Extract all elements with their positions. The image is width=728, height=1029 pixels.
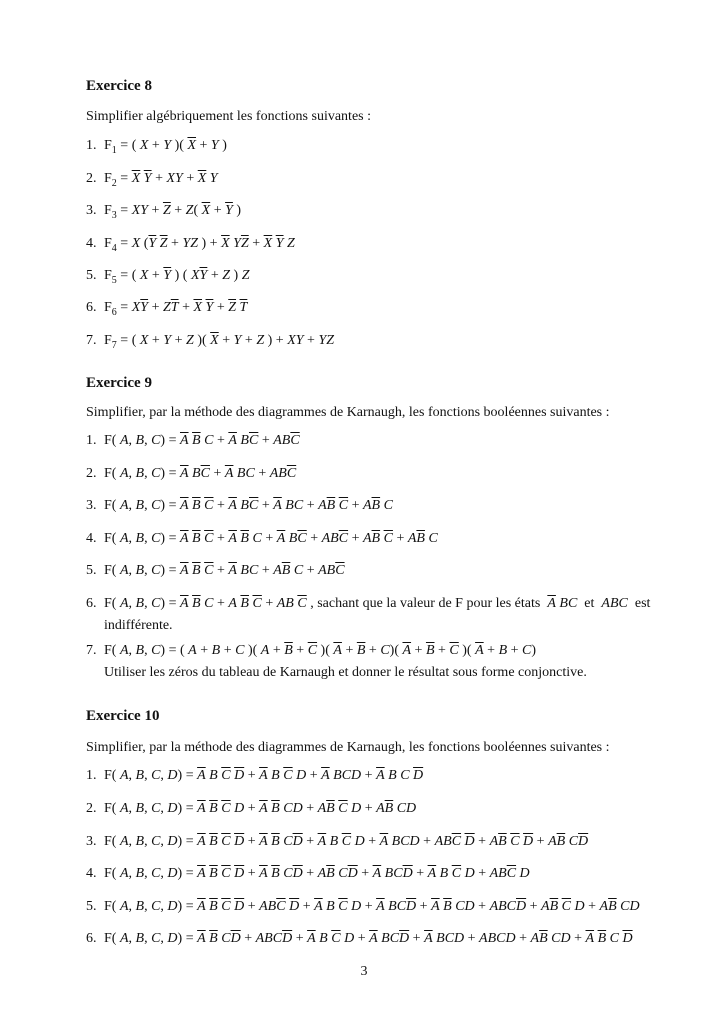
formula: F( A, B, C, $D) = \overline{A}$ $\overline{B}$ $\overline{C}$ $\overline{D} + AB\overline{C}$ $\overline{D} + \overline{A}$ B $\overline{C}$ $D + \overline{A}$ $BC\overline{D} + \overline{A}$ $\overline{B}$ CD + $ABC\overline{D} + A\overline{B}$ $\overline{C}$ $D + A\overline{B}$ CD (104, 899, 640, 914)
item-number: 2. (86, 801, 97, 816)
item-number: 1. (86, 138, 97, 153)
page-number: 3 (360, 964, 368, 979)
exercise-9-title: Exercice 9 (86, 375, 152, 391)
exercise-9-intro: Simplifier, par la méthode des diagrammes de Karnaugh, les fonctions booléennes suivantes : (86, 405, 610, 420)
item-number: 5. (86, 268, 97, 283)
formula: $F_4 = X$ ($\overline{Y}$ $\overline{Z}$ + YZ ) + $\overline{X}$ $Y\overline{Z} + \overline{X}$ $\overline{Y}$ Z (104, 236, 295, 254)
formula: $F_3$ = XY + $\overline{Z} + Z$( $\overline{X} + \overline{Y}$ ) (104, 203, 242, 221)
formula: F( A, B, C, $D) = \overline{A}$ $\overline{B}$ $\overline{C}$ $\overline{D} + \overline{A}$ $\overline{B}$ $C\overline{D} + \overline{A}$ B $\overline{C}$ $D + \overline{A}$ BCD + $AB\overline{C}$ $\overline{D} + A\overline{B}$ $\overline{C}$ $\overline{D} + A\overline{B}$ $C\overline{D}$ (104, 834, 589, 849)
formula: $F_7$ = ( X + Y + Z )( $\overline{X} + Y + Z$ ) + XY + YZ (104, 333, 335, 351)
item-number: 1. (86, 768, 97, 783)
exercise-9-item-4 (86, 531, 438, 547)
formula: F( A, B, C, $D) = \overline{A}$ $\overline{B}$ $C\overline{D} + ABC\overline{D} + \overline{A}$ B $\overline{C}$ $D + \overline{A}$ $BC\overline{D} + \overline{A}$ BCD + ABCD + $A\overline{B}$ CD + $\overline{A}$ $\overline{B}$ C $\overline{D}$ (104, 931, 633, 946)
exercise-8-item-2 (86, 171, 218, 189)
item-number: 7. (86, 643, 97, 658)
item-number: 3. (86, 498, 97, 513)
formula: F( A, B, $C) = \overline{A}$ $B\overline{C} + \overline{A}$ BC + $AB\overline{C}$ (104, 466, 297, 481)
item-number: 5. (86, 899, 97, 914)
exercise-8-item-6 (86, 300, 247, 318)
exercise-8-title: Exercice 8 (86, 78, 152, 94)
item-number: 3. (86, 203, 97, 218)
exercise-8-item-1 (86, 138, 227, 156)
exercise-10-intro: Simplifier, par la méthode des diagrammes de Karnaugh, les fonctions booléennes suivantes : (86, 740, 610, 755)
exercise-10-item-2 (86, 801, 416, 817)
exercise-8-item-5 (86, 268, 249, 286)
exercise-9-item-7 (86, 643, 536, 659)
item-number: 6. (86, 596, 97, 611)
formula: $F_2 = \overline{X}$ $\overline{Y}$ + XY + $\overline{X}$ Y (104, 171, 218, 189)
formula: F( A, B, C) = ( A + B + C )( $A + \overline{B} + \overline{C}$ )( $\overline{A} + \overline{B} + C$)( $\overline{A} + \overline{B} + \overline{C}$ )( $\overline{A} + B + C$) (104, 643, 537, 658)
item-number: 4. (86, 236, 97, 251)
exercise-9-item-3 (86, 498, 393, 514)
item-number: 4. (86, 531, 97, 546)
exercise-9-item-2 (86, 466, 296, 482)
item-number: 6. (86, 300, 97, 315)
exercise-9-item-1 (86, 433, 300, 449)
exercise-10-item-1 (86, 768, 423, 784)
item-number: 4. (86, 866, 97, 881)
item-number: 2. (86, 466, 97, 481)
item-number: 7. (86, 333, 97, 348)
item-number: 5. (86, 563, 97, 578)
formula: F( A, B, C, $D) = \overline{A}$ $\overline{B}$ $\overline{C}$ $D + \overline{A}$ $\overline{B}$ CD + $A\overline{B}$ $\overline{C}$ $D + A\overline{B}$ CD (104, 801, 417, 816)
exercise-10-item-4 (86, 866, 530, 882)
item-number: 1. (86, 433, 97, 448)
exercise-8-item-7 (86, 333, 334, 351)
item-number: 3. (86, 834, 97, 849)
formula: $F_6 = X\overline{Y} + Z\overline{T} + \overline{X}$ $\overline{Y} + \overline{Z}$ $\overline{T}$ (104, 300, 248, 318)
exercise-10-item-5 (86, 899, 640, 915)
exercise-9-item-7-instruction: Utiliser les zéros du tableau de Karnaugh et donner le résultat sous forme conjonctive. (104, 665, 587, 680)
formula: F( A, B, $C) = \overline{A}$ $\overline{B}$ $\overline{C} + \overline{A}$ BC + $A\overline{B}$ $C + AB\overline{C}$ (104, 563, 345, 578)
exercise-8-intro: Simplifier algébriquement les fonctions suivantes : (86, 109, 371, 124)
item-6-expression: F( A, B, $C) = \overline{A}$ $\overline{B}$ C + A $\overline{B}$ $\overline{C}$ + AB $\overline{C}$ , sachant que la valeur de F pour les états $\overline{A}$ BC et ABC est (104, 596, 651, 611)
formula: F( A, B, $C) = \overline{A}$ $\overline{B}$ $C + \overline{A}$ $B\overline{C} + AB\overline{C}$ (104, 433, 300, 448)
exercise-9-item-6-continuation: indifférente. (104, 618, 173, 633)
formula: $F_5$ = ( $X + \overline{Y}$ ) ( $X\overline{Y} + Z$ ) Z (104, 268, 250, 286)
formula: F( A, B, C, $D) = \overline{A}$ $\overline{B}$ $\overline{C}$ $\overline{D} + \overline{A}$ $\overline{B}$ $C\overline{D} + A\overline{B}$ $C\overline{D} + \overline{A}$ $BC\overline{D} + \overline{A}$ B $\overline{C}$ $D + AB\overline{C}$ D (104, 866, 530, 881)
exercise-9-item-6 (86, 596, 650, 612)
formula: F( A, B, $C) = \overline{A}$ $\overline{B}$ $\overline{C} + \overline{A}$ $B\overline{C} + \overline{A}$ BC + $A\overline{B}$ $\overline{C} + A\overline{B}$ C (104, 498, 393, 513)
formula: F( A, B, C, $D) = \overline{A}$ B $\overline{C}$ $\overline{D} + \overline{A}$ B $\overline{C}$ $D + \overline{A}$ BCD + $\overline{A}$ B C $\overline{D}$ (104, 768, 424, 783)
exercise-10-item-6 (86, 931, 633, 947)
item-number: 6. (86, 931, 97, 946)
item-number: 2. (86, 171, 97, 186)
exercise-10-title: Exercice 10 (86, 708, 160, 724)
exercise-9-item-5 (86, 563, 345, 579)
exercise-10-item-3 (86, 834, 588, 850)
formula: $F_1$ = ( X + Y )( $\overline{X} + Y$ ) (104, 138, 227, 156)
formula: F( A, B, $C) = \overline{A}$ $\overline{B}$ $\overline{C} + \overline{A}$ $\overline{B}$ $C + \overline{A}$ $B\overline{C} + AB\overline{C} + A\overline{B}$ $\overline{C} + A\overline{B}$ C (104, 531, 438, 546)
exercise-8-item-4 (86, 236, 295, 254)
exercise-8-item-3 (86, 203, 241, 221)
